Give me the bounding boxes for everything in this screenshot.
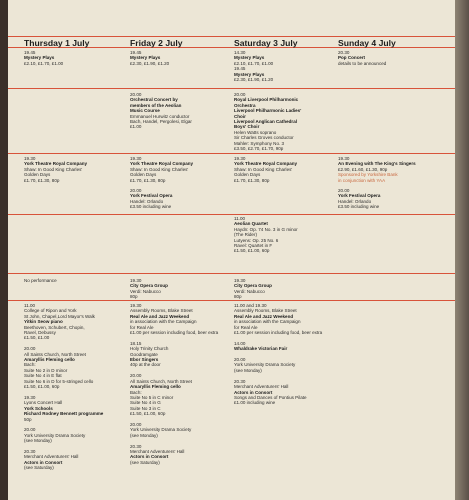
event-detail: 20.00 xyxy=(130,373,142,379)
event-detail: Mahler: Symphony No. 3 xyxy=(234,140,285,146)
event-detail: 40p at the door xyxy=(130,362,161,368)
event-detail: York University Drama Society xyxy=(234,362,296,368)
event-title: Music Course xyxy=(130,108,160,114)
event-detail: York University Drama Society xyxy=(24,432,86,438)
event-title: Aeolian Quartet xyxy=(234,221,268,227)
event-detail: 11.00 xyxy=(24,303,36,308)
event-title: Real Ale and Jazz Weekend xyxy=(130,313,190,319)
event-detail: £1.00 xyxy=(130,124,142,130)
page-binding xyxy=(0,0,8,500)
event-detail: 19.30 xyxy=(130,278,142,283)
event-detail: £2.30, £1.90, £1.20 xyxy=(130,60,170,66)
event-detail: £1.70, £1.30, 80p xyxy=(234,177,270,183)
event-title: Mystery Plays xyxy=(24,55,55,61)
event-detail: Golden Days xyxy=(234,172,261,178)
event-detail: Helen Watts soprano xyxy=(234,129,277,135)
day-header-sunday: Sunday 4 July xyxy=(338,38,396,48)
event-detail: 20.00 xyxy=(24,427,36,433)
event-detail: 14.30 xyxy=(234,50,246,55)
event-title: York Theatre Royal Company xyxy=(234,161,298,167)
event-detail: Merchant Adventurers' Hall xyxy=(234,384,289,390)
event-cell xyxy=(130,156,230,183)
event-detail: 20.00 xyxy=(130,421,142,427)
event-detail: Suite No 6 in D for 5-stringed cello xyxy=(24,378,94,384)
event-cell xyxy=(338,50,438,66)
event-detail: 20.00 xyxy=(130,92,142,97)
event-detail: Golden Days xyxy=(130,172,157,178)
event-detail: 20.30 xyxy=(338,50,350,55)
event-detail: 20.00 xyxy=(24,346,36,352)
event-title: Richard Rodney Bennett programme xyxy=(24,411,104,417)
event-detail: in association with the Campaign xyxy=(130,319,197,325)
event-title: City Opera Group xyxy=(130,283,168,289)
event-detail: 11.00 and 19.30 xyxy=(234,303,267,308)
event-detail: 19.30 xyxy=(234,278,246,283)
event-cell xyxy=(130,303,230,465)
event-cell xyxy=(24,156,124,183)
event-title: Liverpool Anglican Cathedral xyxy=(234,119,297,125)
event-title: York Schools xyxy=(24,405,53,411)
event-detail: details to be announced xyxy=(338,60,387,66)
event-detail: Goodramgate xyxy=(130,351,158,357)
event-detail: Beethoven, Schubert, Chopin, xyxy=(24,324,85,330)
event-detail: 20.00 xyxy=(234,92,246,97)
event-detail: 19.45 xyxy=(234,66,246,72)
event-title: Pop Concert xyxy=(338,55,366,61)
event-detail: £1.50, £1.00, 60p xyxy=(234,248,270,254)
event-cell xyxy=(234,156,334,183)
event-detail: Suite No 4 in G xyxy=(130,400,161,406)
event-title: members of the Aeolian xyxy=(130,102,182,108)
event-detail: No performance xyxy=(24,278,57,283)
event-detail: Ravel, Debussy xyxy=(24,330,56,336)
event-title: York Festival Opera xyxy=(130,193,173,199)
event-title: City Opera Group xyxy=(234,283,272,289)
event-detail: Merchant Adventurers' Hall xyxy=(24,454,79,460)
event-detail: Suite No 5 in C minor xyxy=(130,394,174,400)
event-detail: 19.30 xyxy=(338,156,350,161)
day-header-thursday: Thursday 1 July xyxy=(24,38,90,48)
event-cell xyxy=(338,188,438,210)
event-detail: Assembly Rooms, Blake Street xyxy=(130,308,193,314)
event-title: Orchestra xyxy=(234,102,256,108)
event-detail: £1.00 per session including food, beer extra xyxy=(130,330,219,336)
event-title: Whaldrake Victorian Fair xyxy=(234,346,288,352)
event-detail: 80p xyxy=(234,294,242,300)
event-cell xyxy=(24,303,124,471)
event-detail: Sir Charles Groves conductor xyxy=(234,135,294,141)
event-cell xyxy=(234,92,334,151)
event-detail: Handel: Orlando xyxy=(338,198,372,204)
event-title: Mystery Plays xyxy=(234,71,265,77)
event-detail: All Saints Church, North Street xyxy=(24,351,86,357)
event-cell xyxy=(338,156,438,183)
event-detail: Merchant Adventurers' Hall xyxy=(130,448,185,454)
event-detail: in association with the Campaign xyxy=(234,319,301,325)
event-detail: Verdi: Nabucco xyxy=(130,288,161,294)
event-detail: Bach, Handel, Pergolesi, Elgar xyxy=(130,119,192,125)
event-detail: (see Saturday) xyxy=(24,465,54,471)
event-detail: 20.00 xyxy=(130,188,142,193)
event-title: An Evening with The King's Singers xyxy=(338,161,416,167)
event-title: Yitkin Seow piano xyxy=(24,319,63,325)
event-title: Actors in Consort xyxy=(234,389,273,395)
event-detail: Emmanuel Hurwitz conductor xyxy=(130,113,190,119)
event-detail: Suite No 3 in C xyxy=(130,405,161,411)
event-cell xyxy=(234,50,334,82)
event-detail: 11.00 xyxy=(234,216,246,221)
event-cell xyxy=(130,188,230,210)
event-detail: £1.70, £1.30, 80p xyxy=(24,177,60,183)
event-detail: 19.30 xyxy=(130,156,142,161)
event-cell xyxy=(24,278,124,283)
event-cell xyxy=(234,216,334,254)
event-detail: £3.50 including wine xyxy=(338,204,380,210)
day-header-saturday: Saturday 3 July xyxy=(234,38,298,48)
section-rule xyxy=(8,273,455,274)
event-title: Amaryllis Fleming cello xyxy=(130,384,181,390)
event-detail: £1.00 including wine xyxy=(234,400,276,406)
event-detail: £1.70, £1.30, 80p xyxy=(130,177,166,183)
event-detail: Lyons Concert Hall xyxy=(24,400,63,406)
event-title: Amaryllis Fleming cello xyxy=(24,357,75,363)
event-cell xyxy=(130,92,230,130)
event-detail: for Real Ale xyxy=(130,324,154,330)
event-detail: Suite No 4 in E flat xyxy=(24,373,62,379)
section-rule xyxy=(8,214,455,215)
event-detail: (see Monday) xyxy=(130,432,158,438)
event-detail: 14.00 xyxy=(234,340,246,346)
event-detail: (see Monday) xyxy=(234,367,262,373)
event-cell xyxy=(234,303,334,406)
day-header-friday: Friday 2 July xyxy=(130,38,183,48)
event-detail: Haydn: Op. 74 No. 3 in G minor xyxy=(234,226,298,232)
event-detail: Shaw: In Good King Charles' xyxy=(24,166,83,172)
event-detail: £2.90, £1.60, £1.30, 90p xyxy=(338,166,388,172)
event-detail: £2.10, £1.70, £1.00 xyxy=(24,60,64,66)
event-detail: Holy Trinity Church xyxy=(130,346,169,352)
event-detail: Verdi: Nabucco xyxy=(234,288,265,294)
event-title: York Theatre Royal Company xyxy=(24,161,88,167)
event-detail: 20.30 xyxy=(234,378,246,384)
event-title: Choir xyxy=(234,113,246,119)
section-rule xyxy=(8,88,455,89)
event-detail: (The Rider) xyxy=(234,232,257,238)
event-title: Mystery Plays xyxy=(234,55,265,61)
event-detail: £1.50, £1.00 xyxy=(24,335,50,341)
event-detail: Shaw: In Good King Charles' xyxy=(130,166,189,172)
next-page-edge xyxy=(455,0,469,500)
event-detail: Sponsored by Yorkshire Bank xyxy=(338,172,398,178)
event-detail: Golden Days xyxy=(24,172,51,178)
event-cell xyxy=(234,278,334,300)
event-detail: St John, Chapel,Lord Mayor's Walk xyxy=(24,313,95,319)
event-detail: 20.00 xyxy=(338,188,350,193)
event-detail: 19.30 xyxy=(234,156,246,161)
event-detail: College of Ripon and York xyxy=(24,308,77,314)
event-title: Mystery Plays xyxy=(130,55,161,61)
event-detail: £3.50, £2.70, £1.70, 90p xyxy=(234,146,284,152)
event-detail: Assembly Rooms, Blake Street xyxy=(234,308,297,314)
event-cell xyxy=(130,50,230,66)
event-detail: 20.30 xyxy=(130,443,142,449)
event-detail: Handel: Orlando xyxy=(130,198,164,204)
event-detail: York University Drama Society xyxy=(130,427,192,433)
event-detail: 19.30 xyxy=(24,156,36,161)
event-detail: 19.30 xyxy=(130,303,142,308)
event-detail: £2.30, £1.90, £1.20 xyxy=(234,77,274,83)
event-detail: £2.10, £1.70, £1.00 xyxy=(234,60,274,66)
event-title: York Festival Opera xyxy=(338,193,381,199)
event-detail: 80p xyxy=(130,294,138,300)
event-detail: Suite No 2 in D minor xyxy=(24,367,68,373)
programme-page xyxy=(8,0,455,500)
event-title: Royal Liverpool Philharmonic xyxy=(234,97,299,103)
event-title: Ebor Singers xyxy=(130,357,159,363)
event-title: Actors in Consort xyxy=(24,459,63,465)
event-title: Boys' Choir xyxy=(234,124,260,130)
section-rule xyxy=(8,300,455,301)
event-detail: 50p xyxy=(24,416,32,422)
event-title: Liverpool Philharmonic Ladies' xyxy=(234,108,302,114)
event-detail: Lutyens: Op. 25 No. 6 xyxy=(234,237,279,243)
event-detail: £1.00 per session including food, beer extra xyxy=(234,330,323,336)
event-detail: (see Monday) xyxy=(24,438,52,444)
event-detail: Songs and Dances of Pontius Pilate xyxy=(234,394,307,400)
event-cell xyxy=(24,50,124,66)
header-rule-top xyxy=(8,36,455,37)
event-detail: in conjunction with YAA xyxy=(338,177,386,183)
section-rule xyxy=(8,153,455,154)
event-title: Orchestral Concert by xyxy=(130,97,178,103)
event-title: Real Ale and Jazz Weekend xyxy=(234,313,294,319)
event-detail: 19.45 xyxy=(24,50,36,55)
event-title: York Theatre Royal Company xyxy=(130,161,194,167)
event-detail: £1.50, £1.00, 60p xyxy=(24,384,60,390)
event-cell xyxy=(130,278,230,300)
event-detail: £3.50 including wine xyxy=(130,204,172,210)
event-detail: All Saints Church, North Street xyxy=(130,378,192,384)
event-detail: Bach: xyxy=(130,389,142,395)
event-detail: 19.30 xyxy=(24,394,36,400)
event-detail: (see Saturday) xyxy=(130,459,160,465)
event-detail: 18.15 xyxy=(130,340,142,346)
event-detail: 20.00 xyxy=(234,357,246,363)
event-detail: Shaw: In Good King Charles' xyxy=(234,166,293,172)
event-detail: 19.45 xyxy=(130,50,142,55)
event-detail: 20.30 xyxy=(24,448,36,454)
event-detail: Bach: xyxy=(24,362,36,368)
event-title: Actors in Consort xyxy=(130,454,169,460)
event-detail: for Real Ale xyxy=(234,324,258,330)
event-detail: Ravel: Quartet in F xyxy=(234,243,273,249)
event-detail: £1.50, £1.00, 60p xyxy=(130,411,166,417)
